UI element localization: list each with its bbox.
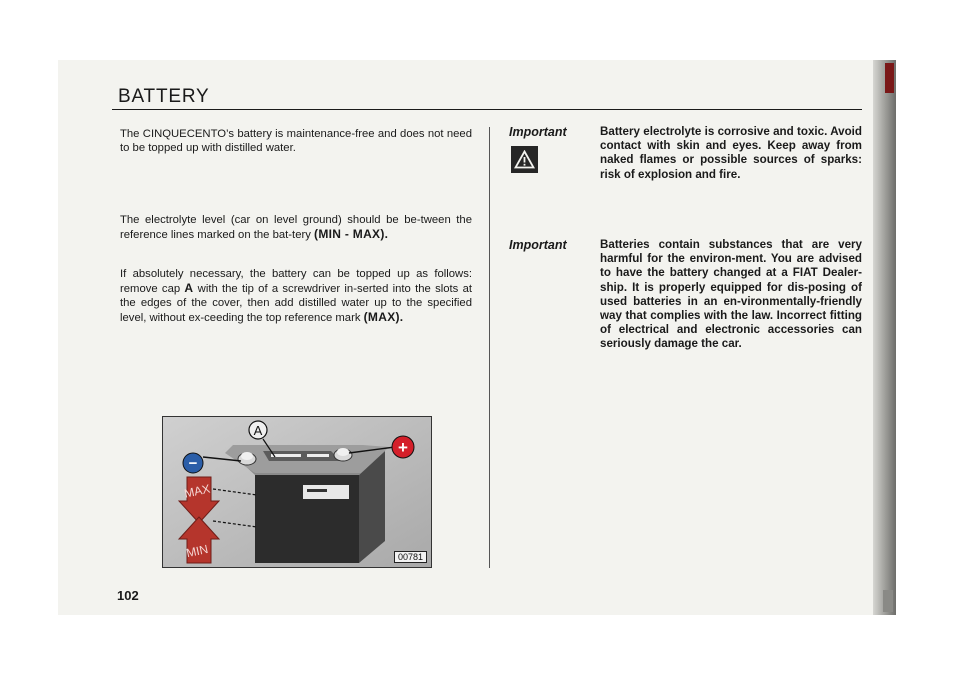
electrolyte-level-text: The electrolyte level (car on level ground) should be be-tween the reference lines marked on the bat-tery [120,214,472,241]
figure-code: 00781 [394,551,427,563]
warning-triangle-icon [511,146,538,173]
minus-symbol: − [188,455,198,472]
warning-disposal: Batteries contain substances that are very harmful for the environ-ment. You are advised to have the battery changed at a FIAT Dealer-ship. It is properly equipped for dis-posing of used batteries in an en-vironmentally-friendly way that complies with the law. Incorrect fitting of electrical and electronic accessories can seriously damage the car. [600,238,862,351]
spine-tab-marker [885,63,894,93]
min-max-reference: (MIN - MAX). [314,227,389,241]
topping-up-text-a: If absolutely necessary, the battery can be topped up as follows: remove cap [120,268,472,295]
min-label: MIN [184,541,210,561]
cap-reference: A [184,281,194,295]
page-number: 102 [117,588,139,603]
battery-drawing [163,417,431,567]
important-label-2: Important [509,238,567,252]
max-label: MAX [182,481,212,501]
max-reference: (MAX). [363,310,404,324]
column-divider [489,127,490,568]
title-rule [112,109,862,110]
paragraph-electrolyte-level [120,213,472,242]
battery-illustration [162,416,432,568]
warning-electrolyte: Battery electrolyte is corrosive and toxic. Avoid contact with skin and eyes. Keep away from naked flames or possible sources of sparks: risk of explosion and fire. [600,125,862,181]
important-label-1: Important [509,125,567,139]
cap-a-label: A [253,423,263,438]
spine-band [883,590,893,612]
paragraph-topping-up [120,267,472,325]
topping-up-text-b: with the tip of a screwdriver in-serted into the slots at the edges of the cover, then add distilled water up to the specified level, without ex-ceeding the top reference mark [120,283,472,324]
plus-symbol: + [398,438,408,457]
paragraph-maintenance-free: The CINQUECENTO’s battery is maintenance-free and does not need to be topped up with distilled water. [120,128,472,154]
section-title: BATTERY [118,86,210,107]
book-spine-shadow [873,60,896,615]
